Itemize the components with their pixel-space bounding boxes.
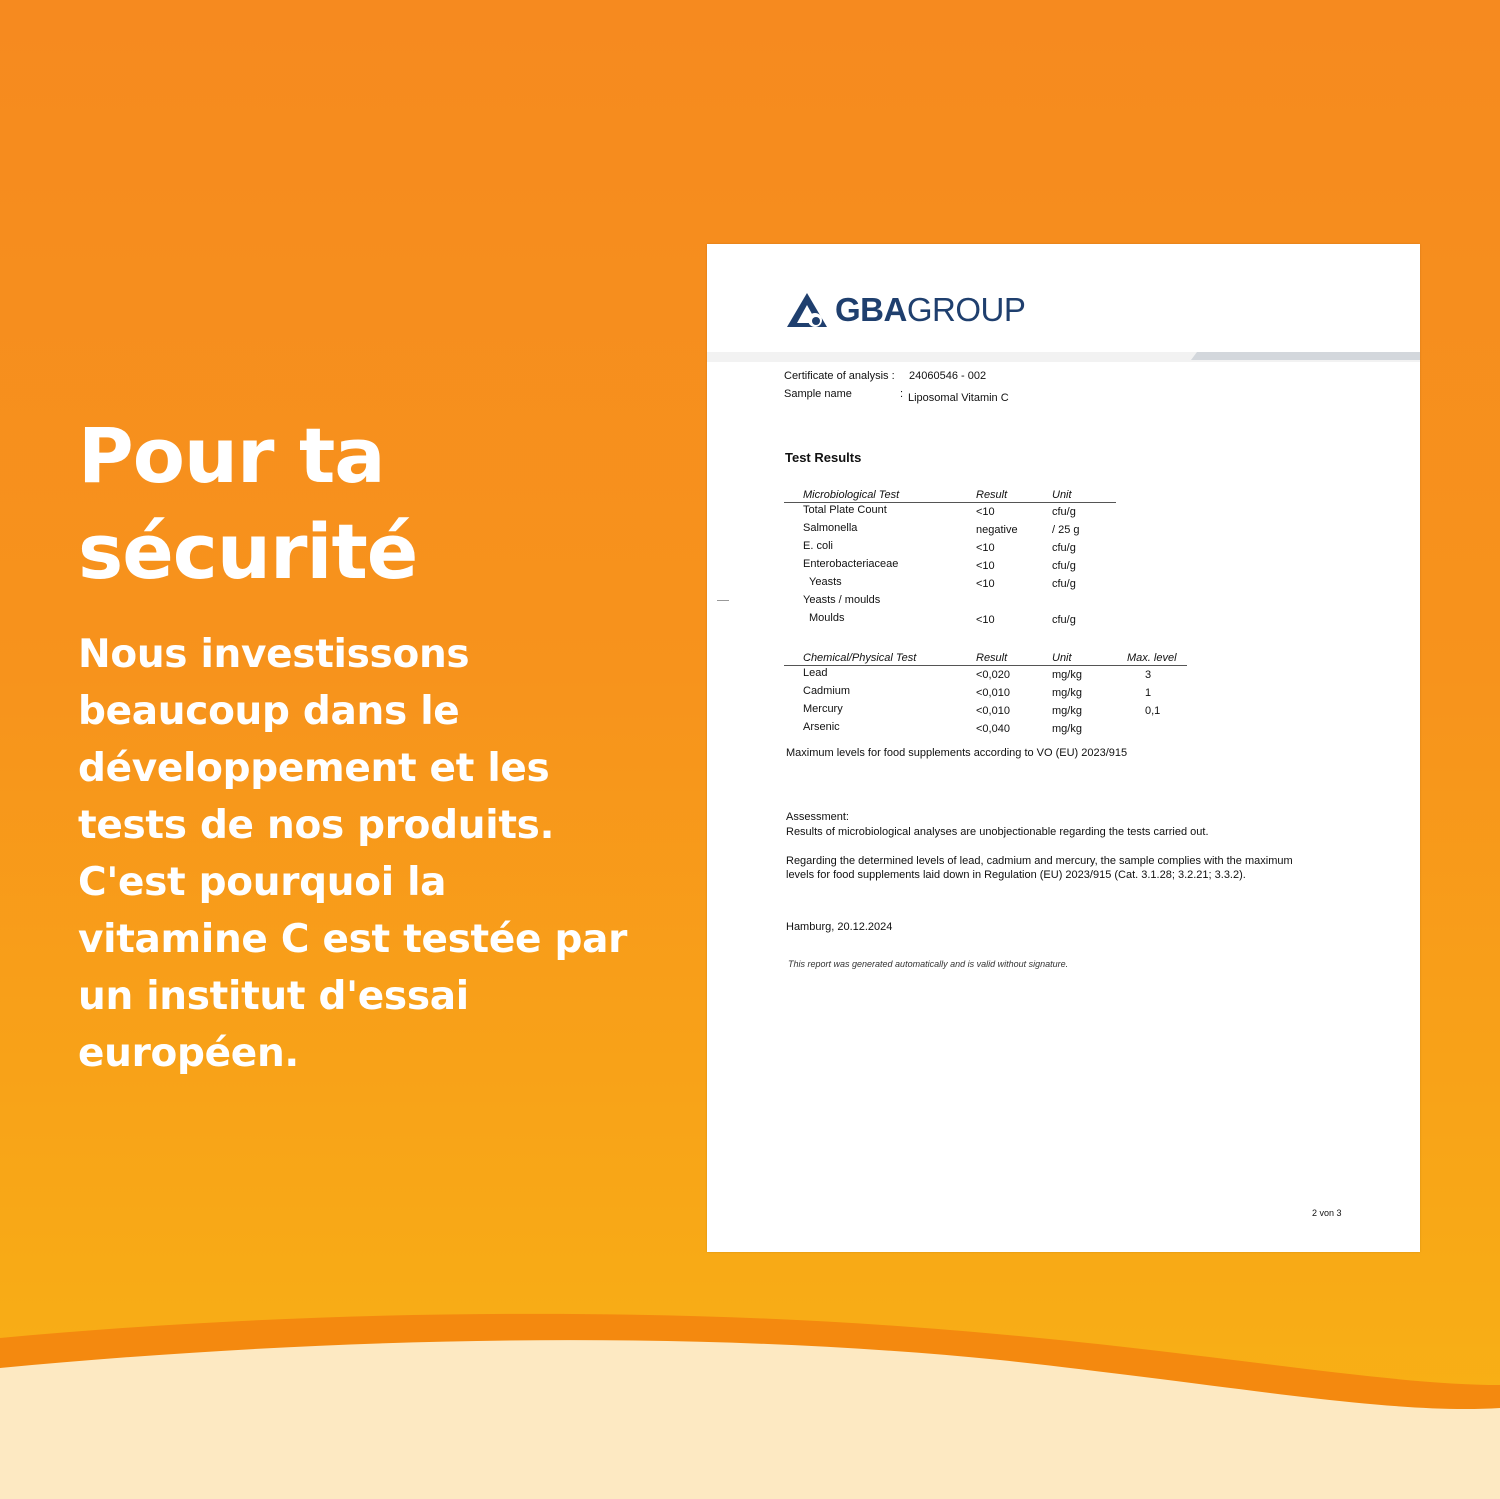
chem-row-result: <0,010 (976, 705, 1010, 717)
assessment-line-2a: Regarding the determined levels of lead, cadmium and mercury, the sample complies with the maximum (786, 855, 1293, 867)
chem-row-unit: mg/kg (1052, 669, 1082, 681)
micro-header-unit: Unit (1052, 489, 1072, 501)
micro-row-test: Salmonella (803, 522, 858, 534)
micro-row-result: <10 (976, 560, 995, 572)
logo-wordmark (835, 291, 1025, 329)
micro-row-test: Yeasts (809, 576, 842, 588)
micro-header-test: Microbiological Test (803, 489, 900, 501)
logo-text-regular: GROUP (906, 291, 1026, 328)
gba-triangle-logo-icon (785, 291, 829, 329)
place-date: Hamburg, 20.12.2024 (786, 921, 893, 933)
max-levels-note: Maximum levels for food supplements according to VO (EU) 2023/915 (786, 747, 1128, 759)
chem-row-result: <0,020 (976, 669, 1010, 681)
micro-header-rule (784, 502, 1116, 503)
chem-row-max: 0,1 (1145, 705, 1161, 717)
certificate-label: Certificate of analysis : (784, 370, 895, 382)
chem-row-unit: mg/kg (1052, 687, 1082, 699)
logo-text-bold: GBA (835, 291, 907, 328)
micro-row-unit: cfu/g (1052, 506, 1076, 518)
micro-row-unit: cfu/g (1052, 578, 1076, 590)
chem-row-result: <0,040 (976, 723, 1010, 735)
sample-label: Sample name (784, 388, 852, 400)
chem-row-max: 1 (1145, 687, 1152, 699)
micro-row-test: Moulds (809, 612, 845, 624)
certificate-document (707, 244, 1420, 1252)
decorative-wave (0, 1290, 1500, 1499)
chem-row-test: Cadmium (803, 685, 851, 697)
micro-row-test: Yeasts / moulds (803, 594, 881, 606)
headline-line-1: Pour ta (78, 411, 385, 500)
micro-row-result: <10 (976, 506, 995, 518)
header-band (707, 352, 1420, 364)
chem-row-max: 3 (1145, 669, 1152, 681)
sample-value: Liposomal Vitamin C (908, 392, 1009, 404)
chem-header-max: Max. level (1127, 652, 1177, 664)
micro-row-unit: / 25 g (1052, 524, 1080, 536)
chem-header-test: Chemical/Physical Test (803, 652, 917, 664)
micro-header-result: Result (976, 489, 1008, 501)
assessment-label: Assessment: (786, 811, 849, 823)
chem-row-test: Lead (803, 667, 828, 679)
micro-row-result: <10 (976, 578, 995, 590)
section-title: Test Results (785, 450, 862, 465)
headline (78, 408, 417, 600)
micro-row-unit: cfu/g (1052, 542, 1076, 554)
micro-row-result: <10 (976, 614, 995, 626)
gba-logo (785, 288, 1025, 332)
certificate-value: 24060546 - 002 (909, 370, 987, 382)
assessment-line-1: Results of microbiological analyses are unobjectionable regarding the tests carried out. (786, 826, 1209, 838)
chem-header-result: Result (976, 652, 1008, 664)
micro-row-result: <10 (976, 542, 995, 554)
sample-colon: : (900, 388, 904, 400)
headline-line-2: sécurité (78, 507, 418, 596)
auto-generated-note: This report was generated automatically and is valid without signature. (788, 959, 1069, 969)
chem-row-unit: mg/kg (1052, 705, 1082, 717)
chem-row-result: <0,010 (976, 687, 1010, 699)
margin-mark (717, 600, 729, 601)
micro-row-test: Enterobacteriaceae (803, 558, 899, 570)
chem-row-test: Mercury (803, 703, 843, 715)
chem-row-unit: mg/kg (1052, 723, 1082, 735)
chem-header-rule (784, 665, 1187, 666)
micro-row-unit: cfu/g (1052, 560, 1076, 572)
micro-row-test: Total Plate Count (803, 504, 887, 516)
chem-row-test: Arsenic (803, 721, 840, 733)
assessment-line-2b: levels for food supplements laid down in Regulation (EU) 2023/915 (Cat. 3.1.28; 3.2.21; 3.3.2). (786, 869, 1246, 881)
micro-row-test: E. coli (803, 540, 833, 552)
body-text: Nous investissons beaucoup dans le développement et les tests de nos produits. C'est pourquoi la vitamine C est testée par un institut d'essai européen. (78, 632, 628, 1076)
chem-header-unit: Unit (1052, 652, 1072, 664)
page-number: 2 von 3 (1312, 1208, 1342, 1218)
micro-row-result: negative (976, 524, 1018, 536)
micro-row-unit: cfu/g (1052, 614, 1076, 626)
